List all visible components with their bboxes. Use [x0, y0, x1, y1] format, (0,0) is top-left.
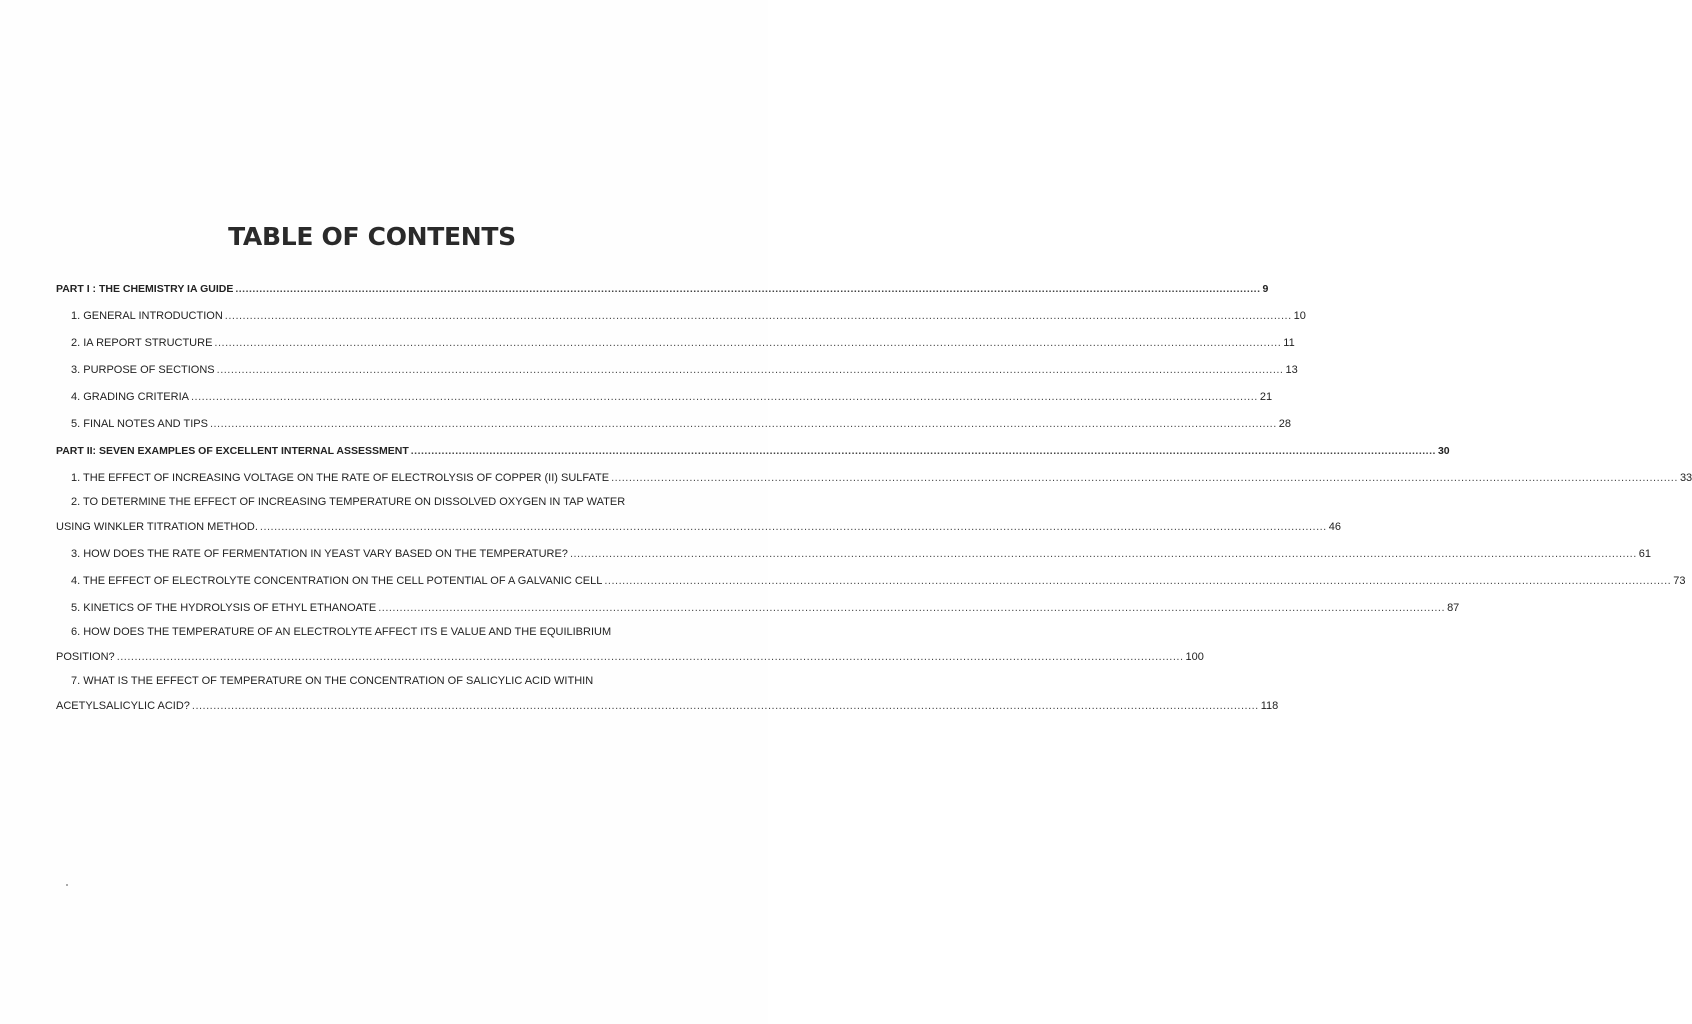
toc-entry-label: 5. KINETICS OF THE HYDROLYSIS OF ETHYL ETHANOATE — [71, 602, 377, 614]
toc-part-1[interactable] — [56, 279, 1269, 296]
toc-page-number: 46 — [1328, 521, 1341, 533]
toc-entry-label: USING WINKLER TITRATION METHOD. — [56, 521, 258, 533]
toc-entry-label: ACETYLSALICYLIC ACID? — [56, 700, 190, 712]
toc-part-label: PART I : THE CHEMISTRY IA GUIDE — [56, 283, 234, 295]
dot-leader: ............................................................................................................................................................................................................................................................................................................ — [214, 337, 1282, 349]
dot-leader: ............................................................................................................................................................................................................................................................................................................ — [410, 445, 1436, 457]
dot-leader: ............................................................................................................................................................................................................................................................................................................ — [116, 651, 1184, 663]
table-of-contents — [56, 279, 1692, 713]
dot-leader: ............................................................................................................................................................................................................................................................................................................ — [259, 521, 1327, 533]
toc-page-number: 21 — [1259, 391, 1273, 403]
toc-page-number: 61 — [1638, 548, 1652, 560]
dot-leader: ............................................................................................................................................................................................................................................................................................................ — [378, 602, 1446, 614]
toc-page-number: 87 — [1447, 602, 1460, 614]
scan-speck — [66, 884, 68, 886]
toc-part-label: PART II: SEVEN EXAMPLES OF EXCELLENT INTERNAL ASSESSMENT — [56, 445, 409, 457]
toc-entry-label: 4. THE EFFECT OF ELECTROLYTE CONCENTRATION ON THE CELL POTENTIAL OF A GALVANIC CELL — [71, 575, 603, 587]
toc-page-number: 33 — [1679, 472, 1692, 484]
page-title: TABLE OF CONTENTS — [228, 222, 516, 251]
toc-entry[interactable] — [56, 598, 1460, 615]
toc-entry-label: 3. HOW DOES THE RATE OF FERMENTATION IN YEAST VARY BASED ON THE TEMPERATURE? — [71, 548, 568, 560]
toc-entry-first-line[interactable]: 6. HOW DOES THE TEMPERATURE OF AN ELECTROLYTE AFFECT ITS E VALUE AND THE EQUILIBRIUM — [71, 626, 612, 638]
toc-page-number: 9 — [1262, 283, 1269, 295]
toc-page-number: 10 — [1293, 310, 1306, 322]
toc-page-number: 118 — [1260, 700, 1279, 712]
toc-part-2[interactable] — [56, 441, 1450, 458]
dot-leader: ............................................................................................................................................................................................................................................................................................................ — [569, 548, 1637, 560]
toc-page-number: 11 — [1283, 337, 1295, 349]
toc-entry-label: 2. IA REPORT STRUCTURE — [71, 337, 213, 349]
toc-entry[interactable] — [56, 468, 1692, 485]
toc-entry[interactable] — [56, 571, 1686, 588]
toc-entry[interactable] — [56, 387, 1273, 404]
toc-page-number: 73 — [1673, 575, 1686, 587]
toc-page-number: 100 — [1185, 651, 1204, 663]
toc-entry[interactable] — [56, 414, 1292, 431]
toc-entry-label: 4. GRADING CRITERIA — [71, 391, 189, 403]
dot-leader: ............................................................................................................................................................................................................................................................................................................ — [216, 364, 1284, 376]
toc-entry-label: 3. PURPOSE OF SECTIONS — [71, 364, 215, 376]
dot-leader: ............................................................................................................................................................................................................................................................................................................ — [235, 283, 1261, 295]
toc-page-number: 30 — [1437, 445, 1450, 457]
toc-entry[interactable] — [56, 696, 1279, 713]
dot-leader: ............................................................................................................................................................................................................................................................................................................ — [191, 700, 1259, 712]
toc-entry-first-line[interactable]: 2. TO DETERMINE THE EFFECT OF INCREASING TEMPERATURE ON DISSOLVED OXYGEN IN TAP WATER — [71, 496, 626, 508]
toc-entry[interactable] — [56, 333, 1295, 350]
dot-leader: ............................................................................................................................................................................................................................................................................................................ — [209, 418, 1277, 430]
toc-entry[interactable] — [56, 544, 1652, 561]
toc-entry[interactable] — [56, 306, 1306, 323]
toc-entry-label: 5. FINAL NOTES AND TIPS — [71, 418, 208, 430]
toc-entry[interactable] — [56, 360, 1298, 377]
toc-page-number: 13 — [1285, 364, 1298, 376]
toc-entry-first-line[interactable]: 7. WHAT IS THE EFFECT OF TEMPERATURE ON THE CONCENTRATION OF SALICYLIC ACID WITHIN — [71, 675, 594, 687]
toc-page-number: 28 — [1278, 418, 1292, 430]
toc-entry[interactable] — [56, 517, 1341, 534]
dot-leader: ............................................................................................................................................................................................................................................................................................................ — [604, 575, 1672, 587]
dot-leader: ............................................................................................................................................................................................................................................................................................................ — [190, 391, 1258, 403]
dot-leader: ............................................................................................................................................................................................................................................................................................................ — [224, 310, 1292, 322]
dot-leader: ............................................................................................................................................................................................................................................................................................................ — [611, 472, 1678, 484]
toc-entry-label: 1. GENERAL INTRODUCTION — [71, 310, 223, 322]
toc-entry-label: POSITION? — [56, 651, 115, 663]
toc-entry-label: 1. THE EFFECT OF INCREASING VOLTAGE ON THE RATE OF ELECTROLYSIS OF COPPER (II) SULFATE — [71, 472, 610, 484]
toc-entry[interactable] — [56, 647, 1204, 664]
